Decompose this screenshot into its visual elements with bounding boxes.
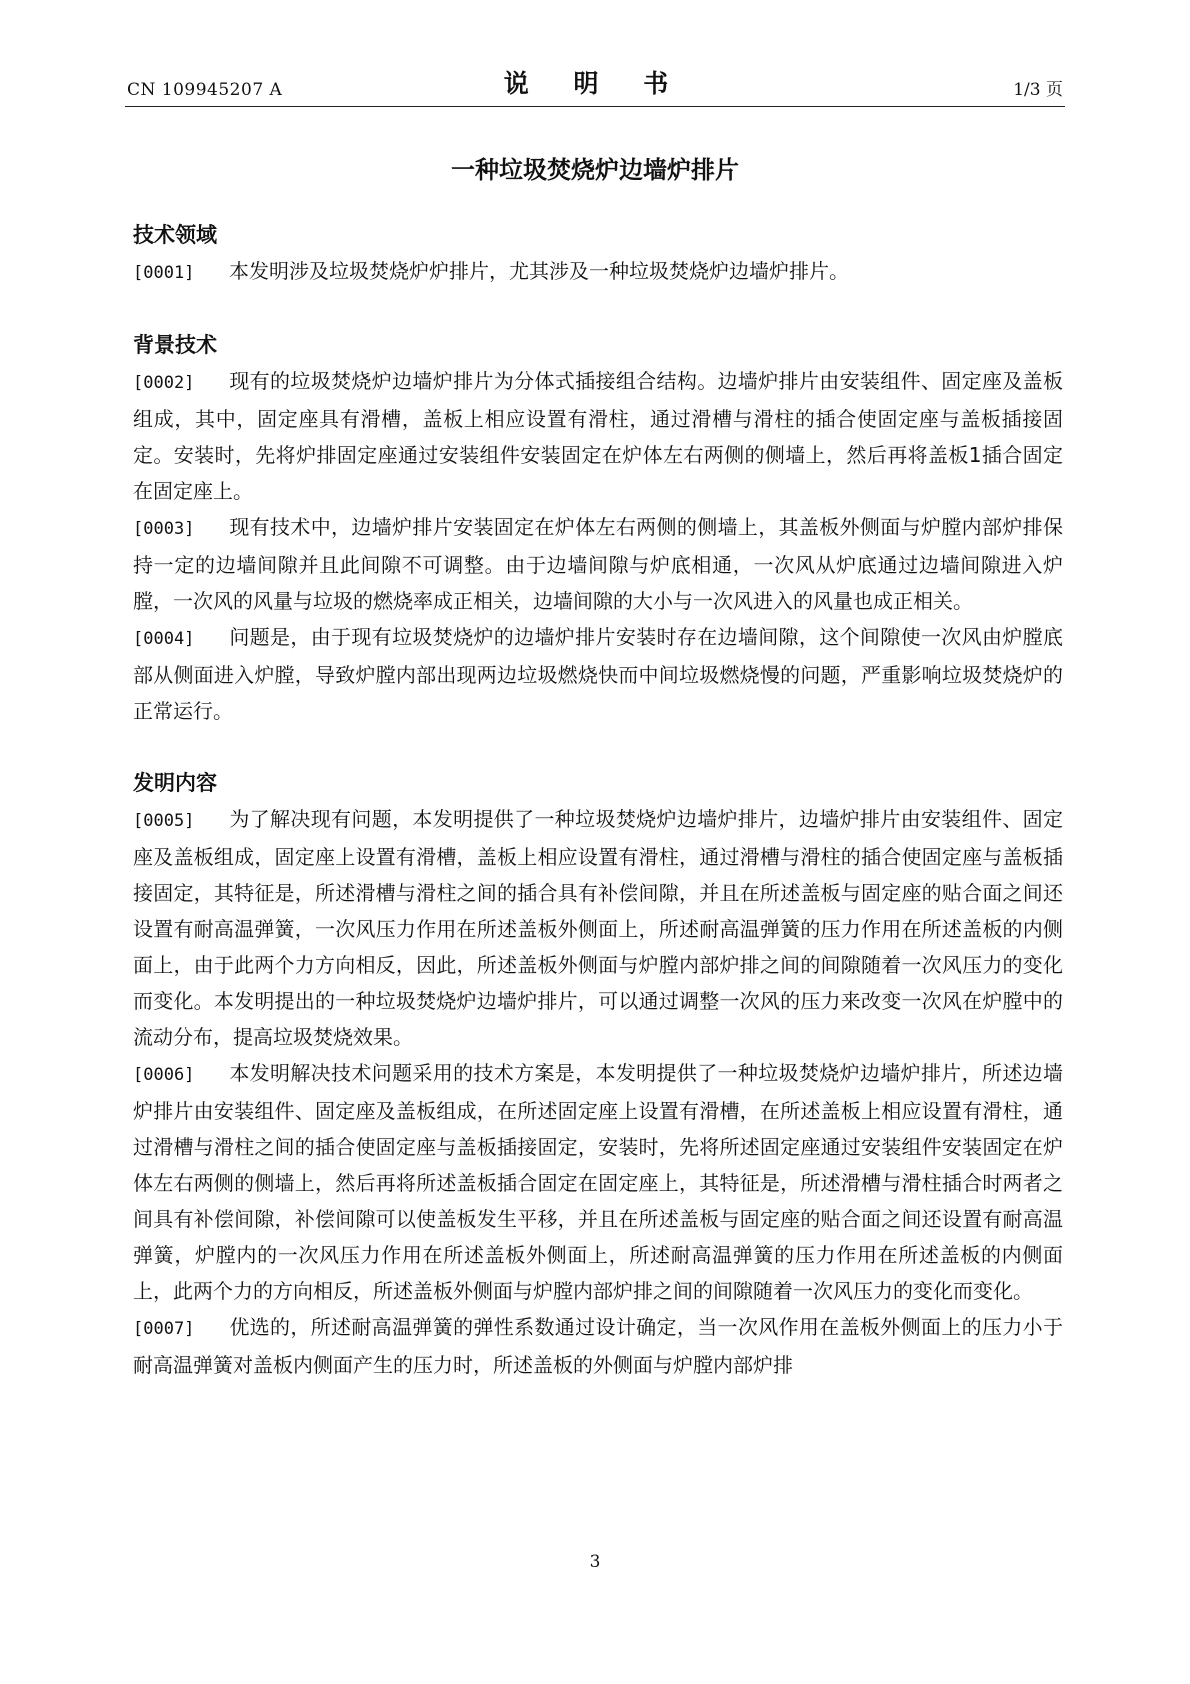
paragraph-text: 现有技术中，边墙炉排片安装固定在炉体左右两侧的侧墙上，其盖板外侧面与炉膛内部炉排保持一定的边墙间隙并且此间隙不可调整。由于边墙间隙与炉底相通，一次风从炉底通过边墙间隙进入炉膛，一次风的风量与垃圾的燃烧率成正相关，边墙间隙的大小与一次风进入的风量也成正相关。 — [133, 515, 1063, 613]
section-background-art — [133, 327, 1063, 729]
paragraph — [133, 619, 1063, 729]
paragraph-number: [0005] — [133, 811, 195, 831]
section-technical-field — [133, 217, 1063, 291]
document-body — [133, 217, 1063, 1383]
paragraph-number: [0004] — [133, 629, 195, 649]
paragraph-text: 现有的垃圾焚烧炉边墙炉排片为分体式插接组合结构。边墙炉排片由安装组件、固定座及盖板组成，其中，固定座具有滑槽，盖板上相应设置有滑柱，通过滑槽与滑柱的插合使固定座与盖板插接固定。安装时，先将炉排固定座通过安装组件安装固定在炉体左右两侧的侧墙上，然后再将盖板1插合固定在固定座上。 — [133, 369, 1063, 503]
paragraph-text: 问题是，由于现有垃圾焚烧炉的边墙炉排片安装时存在边墙间隙，这个间隙使一次风由炉膛底部从侧面进入炉膛，导致炉膛内部出现两边垃圾燃烧快而中间垃圾燃烧慢的问题，严重影响垃圾焚烧炉的正常运行。 — [133, 625, 1063, 723]
page-info: 1/3 页 — [1013, 80, 1063, 100]
section-summary — [133, 765, 1063, 1383]
paragraph-number: [0006] — [133, 1065, 195, 1085]
paragraph-text: 为了解决现有问题，本发明提供了一种垃圾焚烧炉边墙炉排片，边墙炉排片由安装组件、固定座及盖板组成，固定座上设置有滑槽，盖板上相应设置有滑柱，通过滑槽与滑柱的插合使固定座与盖板插接固定，其特征是，所述滑槽与滑柱之间的插合具有补偿间隙，并且在所述盖板与固定座的贴合面之间还设置有耐高温弹簧，一次风压力作用在所述盖板外侧面上，所述耐高温弹簧的压力作用在所述盖板的内侧面上，由于此两个力方向相反，因此，所述盖板外侧面与炉膛内部炉排之间的间隙随着一次风压力的变化而变化。本发明提出的一种垃圾焚烧炉边墙炉排片，可以通过调整一次风的压力来改变一次风在炉膛中的流动分布，提高垃圾焚烧效果。 — [133, 807, 1063, 1049]
document-title: 一种垃圾焚烧炉边墙炉排片 — [451, 156, 739, 184]
paragraph — [133, 363, 1063, 509]
paragraph-number: [0007] — [133, 1319, 195, 1339]
paragraph-text: 本发明解决技术问题采用的技术方案是，本发明提供了一种垃圾焚烧炉边墙炉排片，所述边墙炉排片由安装组件、固定座及盖板组成，在所述固定座上设置有滑槽，在所述盖板上相应设置有滑柱，通过滑槽与滑柱之间的插合使固定座与盖板插接固定，安装时，先将所述固定座通过安装组件安装固定在炉体左右两侧的侧墙上，然后再将所述盖板插合固定在固定座上，其特征是，所述滑槽与滑柱插合时两者之间具有补偿间隙，补偿间隙可以使盖板发生平移，并且在所述盖板与固定座的贴合面之间还设置有耐高温弹簧，炉膛内的一次风压力作用在所述盖板外侧面上，所述耐高温弹簧的压力作用在所述盖板的内侧面上，此两个力的方向相反，所述盖板外侧面与炉膛内部炉排之间的间隙随着一次风压力的变化而变化。 — [133, 1061, 1063, 1303]
paragraph-number: [0003] — [133, 519, 195, 539]
section-heading: 发明内容 — [133, 771, 217, 795]
page-number: 3 — [589, 1552, 601, 1572]
paragraph-number: [0002] — [133, 373, 195, 393]
paragraph — [133, 1055, 1063, 1309]
section-heading: 技术领域 — [133, 223, 217, 247]
paragraph-text: 本发明涉及垃圾焚烧炉炉排片，尤其涉及一种垃圾焚烧炉边墙炉排片。 — [229, 259, 849, 283]
paragraph — [133, 801, 1063, 1055]
paragraph-number: [0001] — [133, 263, 195, 283]
paragraph — [133, 1309, 1063, 1383]
document-type: 说 明 书 — [503, 69, 687, 98]
paragraph — [133, 509, 1063, 619]
page-header — [125, 62, 1065, 107]
paragraph-text: 优选的，所述耐高温弹簧的弹性系数通过设计确定，当一次风作用在盖板外侧面上的压力小于耐高温弹簧对盖板内侧面产生的压力时，所述盖板的外侧面与炉膛内部炉排 — [133, 1315, 1063, 1377]
paragraph — [133, 253, 1063, 291]
section-heading: 背景技术 — [133, 333, 217, 357]
document-number: CN 109945207 A — [127, 80, 283, 100]
